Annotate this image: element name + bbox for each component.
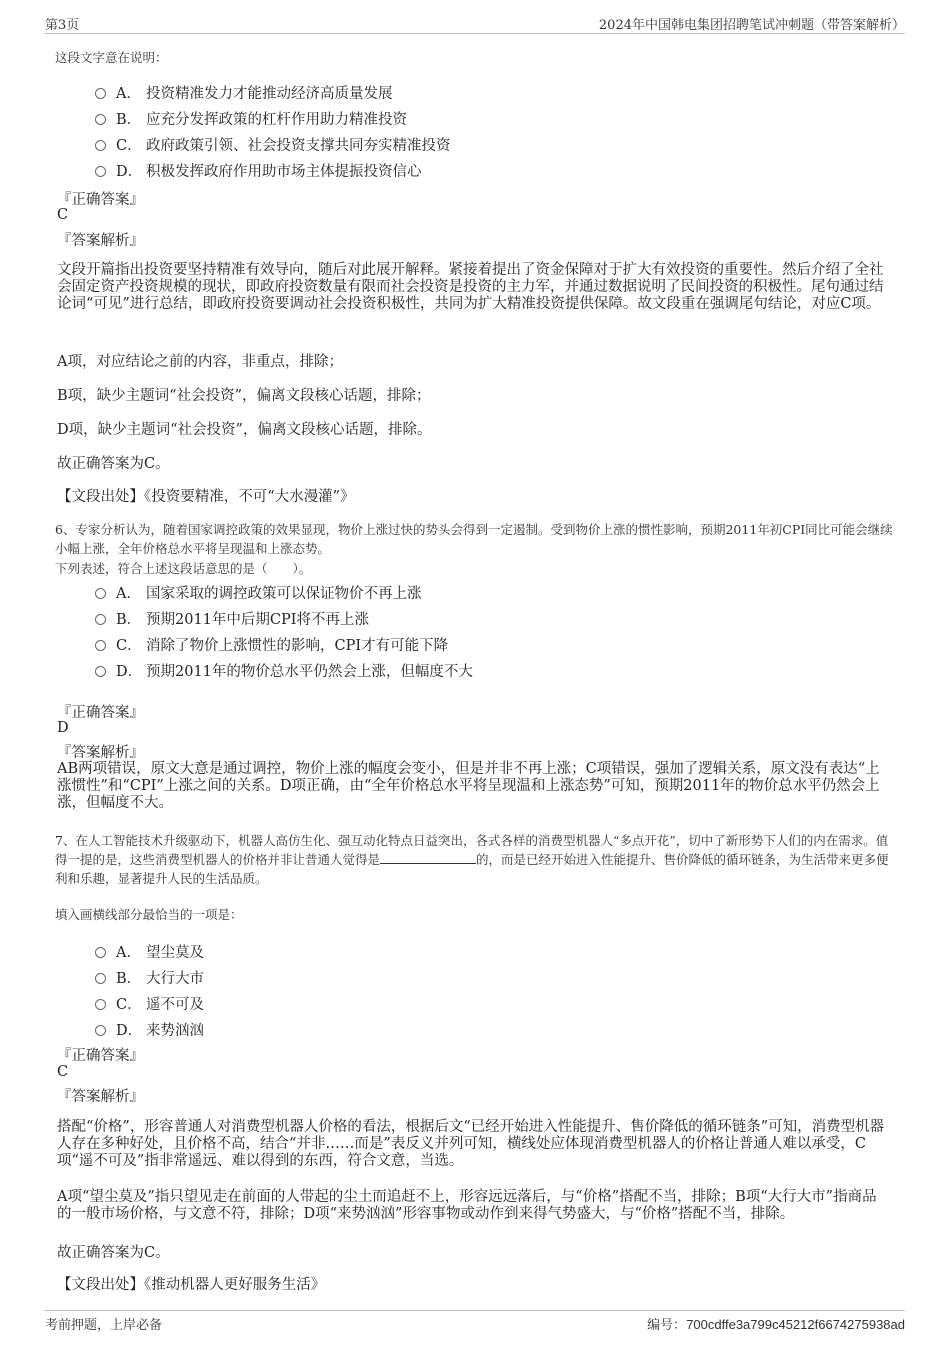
q7-source: 【文段出处】《推动机器人更好服务生活》 bbox=[57, 1277, 326, 1293]
q7-option-a[interactable]: A． 望尘莫及 bbox=[95, 941, 204, 962]
header-rule bbox=[45, 33, 905, 34]
q6-answer-label: 『正确答案』 bbox=[57, 705, 144, 721]
q7-analysis-options: A项“望尘莫及”指只望见走在前面的人带起的尘土而追赶不上，形容远远落后，与“价格”搭配不当，排除；B项“大行大市”指商品的一般市场价格，与文意不符，排除；D项“来势汹汹”形容事物或动作到来得气势盛大，与“价格”搭配不当，排除。 bbox=[57, 1189, 877, 1222]
q7-option-c[interactable]: C． 遥不可及 bbox=[95, 993, 204, 1014]
radio-icon[interactable] bbox=[95, 114, 106, 125]
q6-option-c[interactable]: C． 消除了物价上涨惯性的影响，CPI才有可能下降 bbox=[95, 634, 448, 655]
page-number: 第3页 bbox=[45, 18, 80, 33]
footer-code: 编号：700cdffe3a799c45212f6674275938ad bbox=[647, 1317, 905, 1333]
q7-answer: C bbox=[57, 1064, 69, 1080]
radio-icon[interactable] bbox=[95, 973, 106, 984]
q5-answer: C bbox=[57, 207, 69, 223]
q5-stem-tail: 这段文字意在说明： bbox=[55, 50, 168, 65]
radio-icon[interactable] bbox=[95, 166, 106, 177]
q5-option-b[interactable]: B． 应充分发挥政策的杠杆作用助力精准投资 bbox=[95, 108, 407, 129]
q6-option-a[interactable]: A． 国家采取的调控政策可以保证物价不再上涨 bbox=[95, 582, 422, 603]
q6-stem: 6、专家分析认为，随着国家调控政策的效果显现，物价上涨过快的势头会得到一定遏制。受到物价上涨的惯性影响，预期2011年初CPI同比可能会继续小幅上涨，全年价格总水平将呈现温和上涨态势。 bbox=[55, 522, 893, 556]
q7-option-d[interactable]: D． 来势汹汹 bbox=[95, 1019, 204, 1040]
radio-icon[interactable] bbox=[95, 999, 106, 1010]
q5-analysis-b: B项，缺少主题词“社会投资”，偏离文段核心话题，排除； bbox=[57, 388, 431, 404]
q6-option-b[interactable]: B． 预期2011年中后期CPI将不再上涨 bbox=[95, 608, 369, 629]
radio-icon[interactable] bbox=[95, 666, 106, 677]
radio-icon[interactable] bbox=[95, 640, 106, 651]
q5-option-a[interactable]: A． 投资精准发力才能推动经济高质量发展 bbox=[95, 82, 393, 103]
q7-conclusion: 故正确答案为C。 bbox=[57, 1245, 170, 1261]
radio-icon[interactable] bbox=[95, 588, 106, 599]
q6-question: 下列表述，符合上述这段话意思的是（ ）。 bbox=[55, 561, 312, 576]
radio-icon[interactable] bbox=[95, 614, 106, 625]
q6-analysis: AB两项错误，原文大意是通过调控，物价上涨的幅度会变小，但是并非不再上涨；C项错误，强加了逻辑关系，原文没有表达“上涨惯性”和“CPI”上涨之间的关系。D项正确，由“全年价格总水平将呈现温和上涨态势”可知，预期2011年的物价总水平仍然会上涨，但幅度不大。 bbox=[57, 761, 880, 811]
footer-rule bbox=[45, 1310, 905, 1311]
q5-analysis-label: 『答案解析』 bbox=[57, 233, 144, 249]
q5-answer-label: 『正确答案』 bbox=[57, 192, 144, 208]
q7-stem: 7、在人工智能技术升级驱动下，机器人高仿生化、强互动化特点日益突出，各式各样的消费型机器人“多点开花”，切中了新形势下人们的内在需求。值得一提的是，这些消费型机器人的价格并非让普通人觉得是 的，而是已经开始进入性能提升、售价降低的循环链条，为生活带来更多便利和乐趣，显著提升人民的生活品质。 bbox=[55, 833, 889, 886]
radio-icon[interactable] bbox=[95, 1025, 106, 1036]
radio-icon[interactable] bbox=[95, 88, 106, 99]
q6-option-d[interactable]: D． 预期2011年的物价总水平仍然会上涨，但幅度不大 bbox=[95, 660, 473, 681]
q5-option-d[interactable]: D． 积极发挥政府作用助市场主体提振投资信心 bbox=[95, 160, 422, 181]
q6-answer: D bbox=[57, 720, 69, 736]
q7-question: 填入画横线部分最恰当的一项是： bbox=[55, 907, 243, 922]
q5-analysis-paragraph: 文段开篇指出投资要坚持精准有效导向，随后对此展开解释。紧接着提出了资金保障对于扩大有效投资的重要性。然后介绍了全社会固定资产投资规模的现状，即政府投资数量有限而社会投资是投资的主力军，并通过数据说明了民间投资的积极性。尾句通过结论词“可见”进行总结，即政府投资要调动社会投资积极性，共同为扩大精准投资提供保障。故文段重在强调尾句结论，对应C项。 bbox=[57, 262, 884, 312]
q7-option-b[interactable]: B． 大行大市 bbox=[95, 967, 204, 988]
q5-analysis-a: A项，对应结论之前的内容，非重点，排除； bbox=[57, 354, 343, 370]
q5-option-c[interactable]: C． 政府政策引领、社会投资支撑共同夯实精准投资 bbox=[95, 134, 451, 155]
footer-slogan: 考前押题，上岸必备 bbox=[45, 1318, 163, 1333]
q6-analysis-label: 『答案解析』 bbox=[57, 745, 144, 761]
q5-source: 【文段出处】《投资要精准，不可“大水漫灌”》 bbox=[57, 489, 355, 505]
radio-icon[interactable] bbox=[95, 947, 106, 958]
q7-answer-label: 『正确答案』 bbox=[57, 1048, 144, 1064]
q5-conclusion: 故正确答案为C。 bbox=[57, 456, 170, 472]
q5-analysis-d: D项，缺少主题词“社会投资”，偏离文段核心话题，排除。 bbox=[57, 422, 432, 438]
fill-blank bbox=[380, 851, 476, 864]
radio-icon[interactable] bbox=[95, 140, 106, 151]
q7-analysis-label: 『答案解析』 bbox=[57, 1089, 144, 1105]
document-title: 2024年中国韩电集团招聘笔试冲刺题（带答案解析） bbox=[598, 18, 905, 33]
q7-analysis-paragraph: 搭配“价格”，形容普通人对消费型机器人价格的看法，根据后文“已经开始进入性能提升、售价降低的循环链条”可知，消费型机器人存在多种好处，且价格不高，结合“并非……而是”表反义并列可知，横线处应体现消费型机器人的价格让普通人难以承受，C项“遥不可及”指非常遥远、难以得到的东西，符合文意，当选。 bbox=[57, 1119, 885, 1169]
